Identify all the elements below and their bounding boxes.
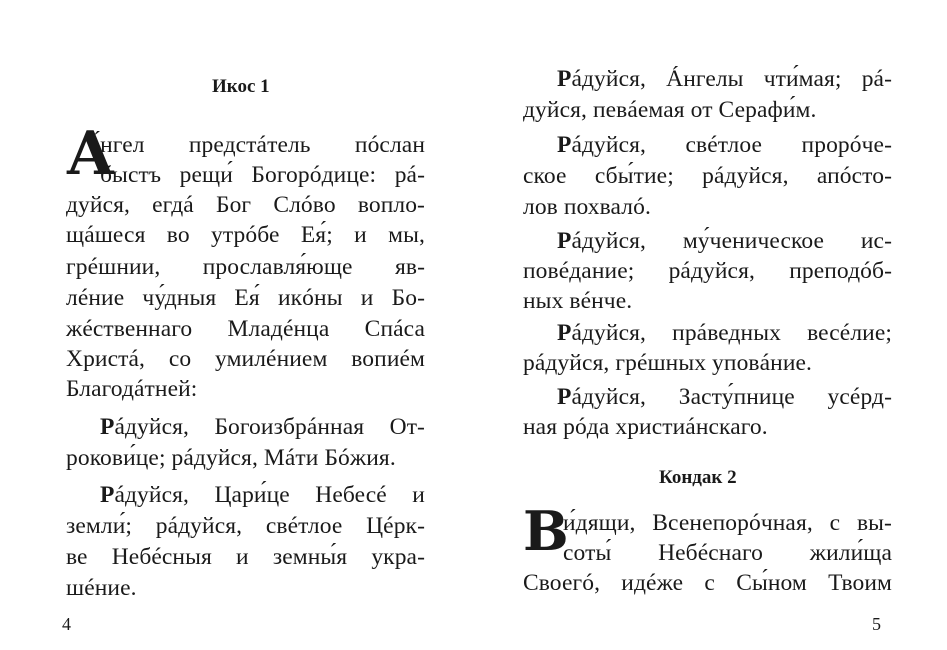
text-line: рокови́це; рáдуйся, Мáти Бóжия. [66, 445, 396, 471]
text-line: лéние чу́дныя Ея́ икóны и Бо- [66, 285, 425, 311]
right-page [473, 0, 947, 650]
chaire-line [557, 382, 892, 412]
dropcap-letter: В [523, 499, 569, 563]
text-line: грéшнии, прославля́юще яв- [66, 254, 425, 280]
text-line: земли́; рáдуйся, свéтлое Цéрк- [66, 513, 425, 539]
text-line: и́дящи, Всенепорóчная, с вы- [563, 510, 892, 536]
page-number: 4 [62, 614, 71, 634]
chaire-line [557, 226, 892, 256]
text-line: повéдание; рáдуйся, преподóб- [523, 258, 892, 284]
text-line: Благодáтней: [66, 376, 198, 402]
text-line: лов похвалó. [523, 194, 651, 220]
text-line: Христá, со умилéнием вопиéм [66, 346, 425, 372]
chaire-text: áдуйся, свéтлое прорóче- [571, 132, 892, 158]
text-line: быстъ рещи́ Богорóдице: рá- [100, 162, 425, 188]
text-line: рáдуйся, грéшных уповáние. [523, 350, 813, 376]
text-line: ных вéнче. [523, 288, 633, 314]
left-page [0, 0, 473, 650]
text-line: ское сбы́тие; рáдуйся, апóсто- [523, 163, 892, 189]
chaire-initial: Р [557, 384, 572, 410]
text-line: ́нгел предстáтель пóслан [100, 132, 425, 158]
text-line: щáшеся во утрóбе Ея́; и мы, [66, 222, 425, 248]
chaire-line [100, 480, 425, 510]
section-heading-ikos: Икос 1 [212, 76, 270, 97]
chaire-text: áдуйся, Богоизбрáнная От- [114, 414, 425, 440]
dropcap-letter: А [66, 119, 115, 189]
chaire-line [100, 412, 425, 442]
text-line: дуйся, егдá Бог Слóво вопло- [66, 192, 425, 218]
chaire-initial: Р [100, 482, 115, 508]
section-heading-kondak: Кондак 2 [659, 467, 737, 488]
chaire-initial: Р [557, 66, 572, 92]
chaire-initial: Р [557, 320, 572, 346]
chaire-initial: Р [557, 228, 572, 254]
chaire-text: áдуйся, Цари́це Небесé и [114, 482, 425, 508]
chaire-line [557, 130, 892, 160]
chaire-text: áдуйся, прáведных весéлие; [571, 320, 892, 346]
text-line: ная рóда христиáнскаго. [523, 414, 768, 440]
chaire-line [557, 64, 892, 94]
chaire-text: áдуйся, Áнгелы чти́мая; рá- [571, 66, 892, 92]
chaire-initial: Р [100, 414, 115, 440]
page-number: 5 [872, 614, 881, 634]
chaire-initial: Р [557, 132, 572, 158]
text-line: дуйся, певáемая от Серафи́м. [523, 97, 817, 123]
text-line: соты́ Небéснаго жили́ща [563, 540, 892, 566]
text-line: шéние. [66, 575, 137, 601]
chaire-text: áдуйся, му́ченическое ис- [571, 228, 892, 254]
chaire-line [557, 318, 892, 348]
text-line: Своегó, идéже с Сы́ном Твоим [523, 570, 892, 596]
chaire-text: áдуйся, Засту́пнице усéрд- [571, 384, 892, 410]
text-line: жéственнаго Младéнца Спáса [66, 316, 425, 342]
text-line: ве Небéсныя и земны́я укра- [66, 544, 425, 570]
